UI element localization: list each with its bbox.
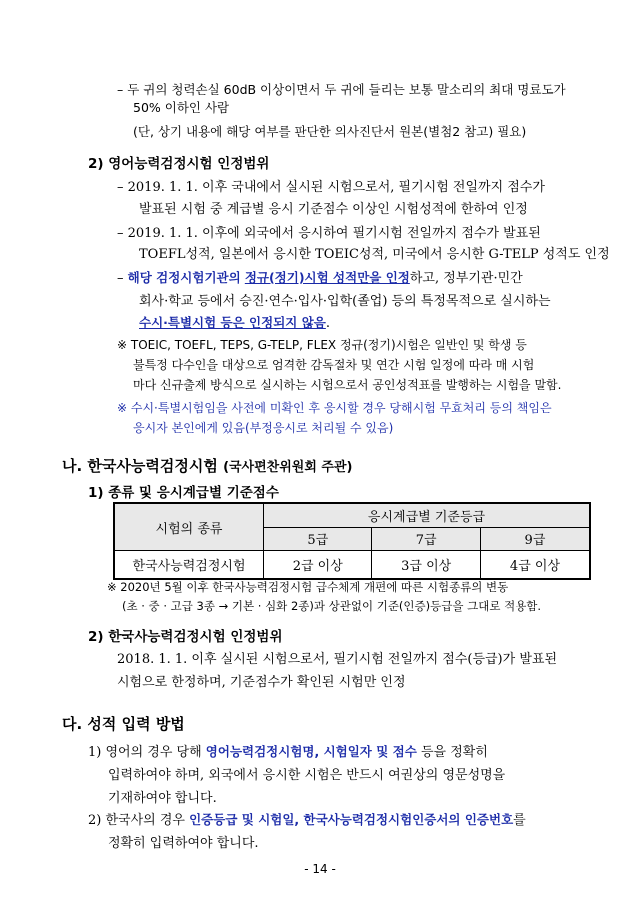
row-grade-5-value: 2급 이상 xyxy=(264,551,372,580)
p2-suffix: 를 xyxy=(513,813,526,828)
grade-9-header: 9급 xyxy=(480,527,590,551)
col-group-header: 응시계급별 기준등급 xyxy=(264,503,591,527)
history-range-l1: 2018. 1. 1. 이후 실시된 시험으로서, 필기시험 전일까지 점수(등급)가 발표된 xyxy=(117,652,557,667)
emphasis-agency: 해당 검정시험기관의 xyxy=(127,270,241,285)
row-exam-name: 한국사능력검정시험 xyxy=(114,551,264,580)
grade-5-header: 5급 xyxy=(264,527,372,551)
hearing-line-3: (단, 상기 내용에 해당 여부를 판단한 의사진단서 원본(별첨2 참고) 필요) xyxy=(133,124,527,139)
history-sub2: 2) 한국사능력검정시험 인정범위 xyxy=(88,629,283,645)
table-note-l1: ※ 2020년 5월 이후 한국사능력검정시험 급수체계 개편에 따른 시험종류의 변동 xyxy=(107,580,509,594)
row-grade-9-value: 4급 이상 xyxy=(480,551,590,580)
p1-suffix: 등을 정확히 xyxy=(420,745,488,760)
col-exam-header: 시험의 종류 xyxy=(114,503,264,551)
emphasis-history-fields: 인증등급 및 시험일, 한국사능력검정시험인증서의 인증번호 xyxy=(189,812,514,827)
b3-rest: 하고, 정부기관·민간 xyxy=(409,271,523,286)
page-number: - 14 - xyxy=(304,862,336,876)
english-b3-l3 xyxy=(139,313,330,331)
p2-prefix: 2) 한국사의 경우 xyxy=(88,813,185,828)
history-section-title xyxy=(62,455,353,476)
input-p1-l1 xyxy=(88,741,488,760)
note2-l1: ※ 수시·특별시험임을 사전에 미확인 후 응시할 경우 당해시험 무효처리 등의 책임은 xyxy=(117,401,552,415)
input-p1-l3: 기재하여야 합니다. xyxy=(108,791,217,806)
english-b3-l2: 회사·학교 등에서 승진·연수·입사·입학(졸업) 등의 특정목적으로 실시하는 xyxy=(139,294,551,309)
grade-7-header: 7급 xyxy=(372,527,480,551)
dash: – xyxy=(117,271,124,286)
english-b1-l2: 발표된 시험 중 계급별 응시 기준점수 이상인 시험성적에 한하여 인정 xyxy=(139,202,528,217)
emphasis-regular-only: 정규(정기)시험 성적만을 인정 xyxy=(244,270,410,285)
hearing-line-2: 50% 이하인 사람 xyxy=(133,100,230,115)
p1-prefix: 1) 영어의 경우 당해 xyxy=(88,745,202,760)
english-b1-l1: – 2019. 1. 1. 이후 국내에서 실시된 시험으로서, 필기시험 전일까지 점수가 xyxy=(117,180,545,195)
english-b2-l2: TOEFL성적, 일본에서 응시한 TOEIC성적, 미국에서 응시한 G-TELP 성적도 인정 xyxy=(139,247,610,262)
hearing-line-1: – 두 귀의 청력손실 60dB 이상이면서 두 귀에 들리는 보통 말소리의 최대 명료도가 xyxy=(117,82,566,97)
history-title-text: 나. 한국사능력검정시험 xyxy=(62,457,218,475)
english-b3-l1 xyxy=(117,267,523,286)
note1-l2: 불특정 다수인을 대상으로 엄격한 감독절차 및 연간 시험 일정에 따라 매 시험 xyxy=(133,358,535,372)
note1-l1: ※ TOEIC, TOEFL, TEPS, G-TELP, FLEX 정규(정기)시험은 일반인 및 학생 등 xyxy=(117,338,527,352)
input-section-title: 다. 성적 입력 방법 xyxy=(62,715,185,733)
period: . xyxy=(325,316,330,331)
note2-l2: 응시자 본인에게 있음(부정응시로 처리될 수 있음) xyxy=(133,421,394,435)
history-range-l2: 시험으로 한정하며, 기준점수가 확인된 시험만 인정 xyxy=(117,675,406,690)
history-sub1: 1) 종류 및 응시계급별 기준점수 xyxy=(88,485,279,501)
table-note-l2: (초 · 중 · 고급 3종 → 기본 · 심화 2종)과 상관없이 기준(인증)등급을 그대로 적용함. xyxy=(122,599,542,613)
input-p2-l2: 정확히 입력하여야 합니다. xyxy=(108,836,259,851)
input-p1-l2: 입력하여야 하며, 외국에서 응시한 시험은 반드시 여권상의 영문성명을 xyxy=(108,768,506,783)
row-grade-7-value: 3급 이상 xyxy=(372,551,480,580)
emphasis-english-exam-fields: 영어능력검정시험명, 시험일자 및 점수 xyxy=(205,744,417,759)
english-b2-l1: – 2019. 1. 1. 이후에 외국에서 응시하여 필기시험 전일까지 점수가 발표된 xyxy=(117,226,541,241)
history-score-table xyxy=(113,502,591,580)
emphasis-not-recognized: 수시·특별시험 등은 인정되지 않음 xyxy=(139,315,326,330)
english-heading: 2) 영어능력검정시험 인정범위 xyxy=(88,156,270,172)
history-title-sub: (국사편찬위원회 주관) xyxy=(223,460,353,475)
input-p2-l1 xyxy=(88,809,526,828)
note1-l3: 마다 신규출제 방식으로 실시하는 시험으로서 공인성적표를 발행하는 시험을 말함. xyxy=(133,378,562,392)
